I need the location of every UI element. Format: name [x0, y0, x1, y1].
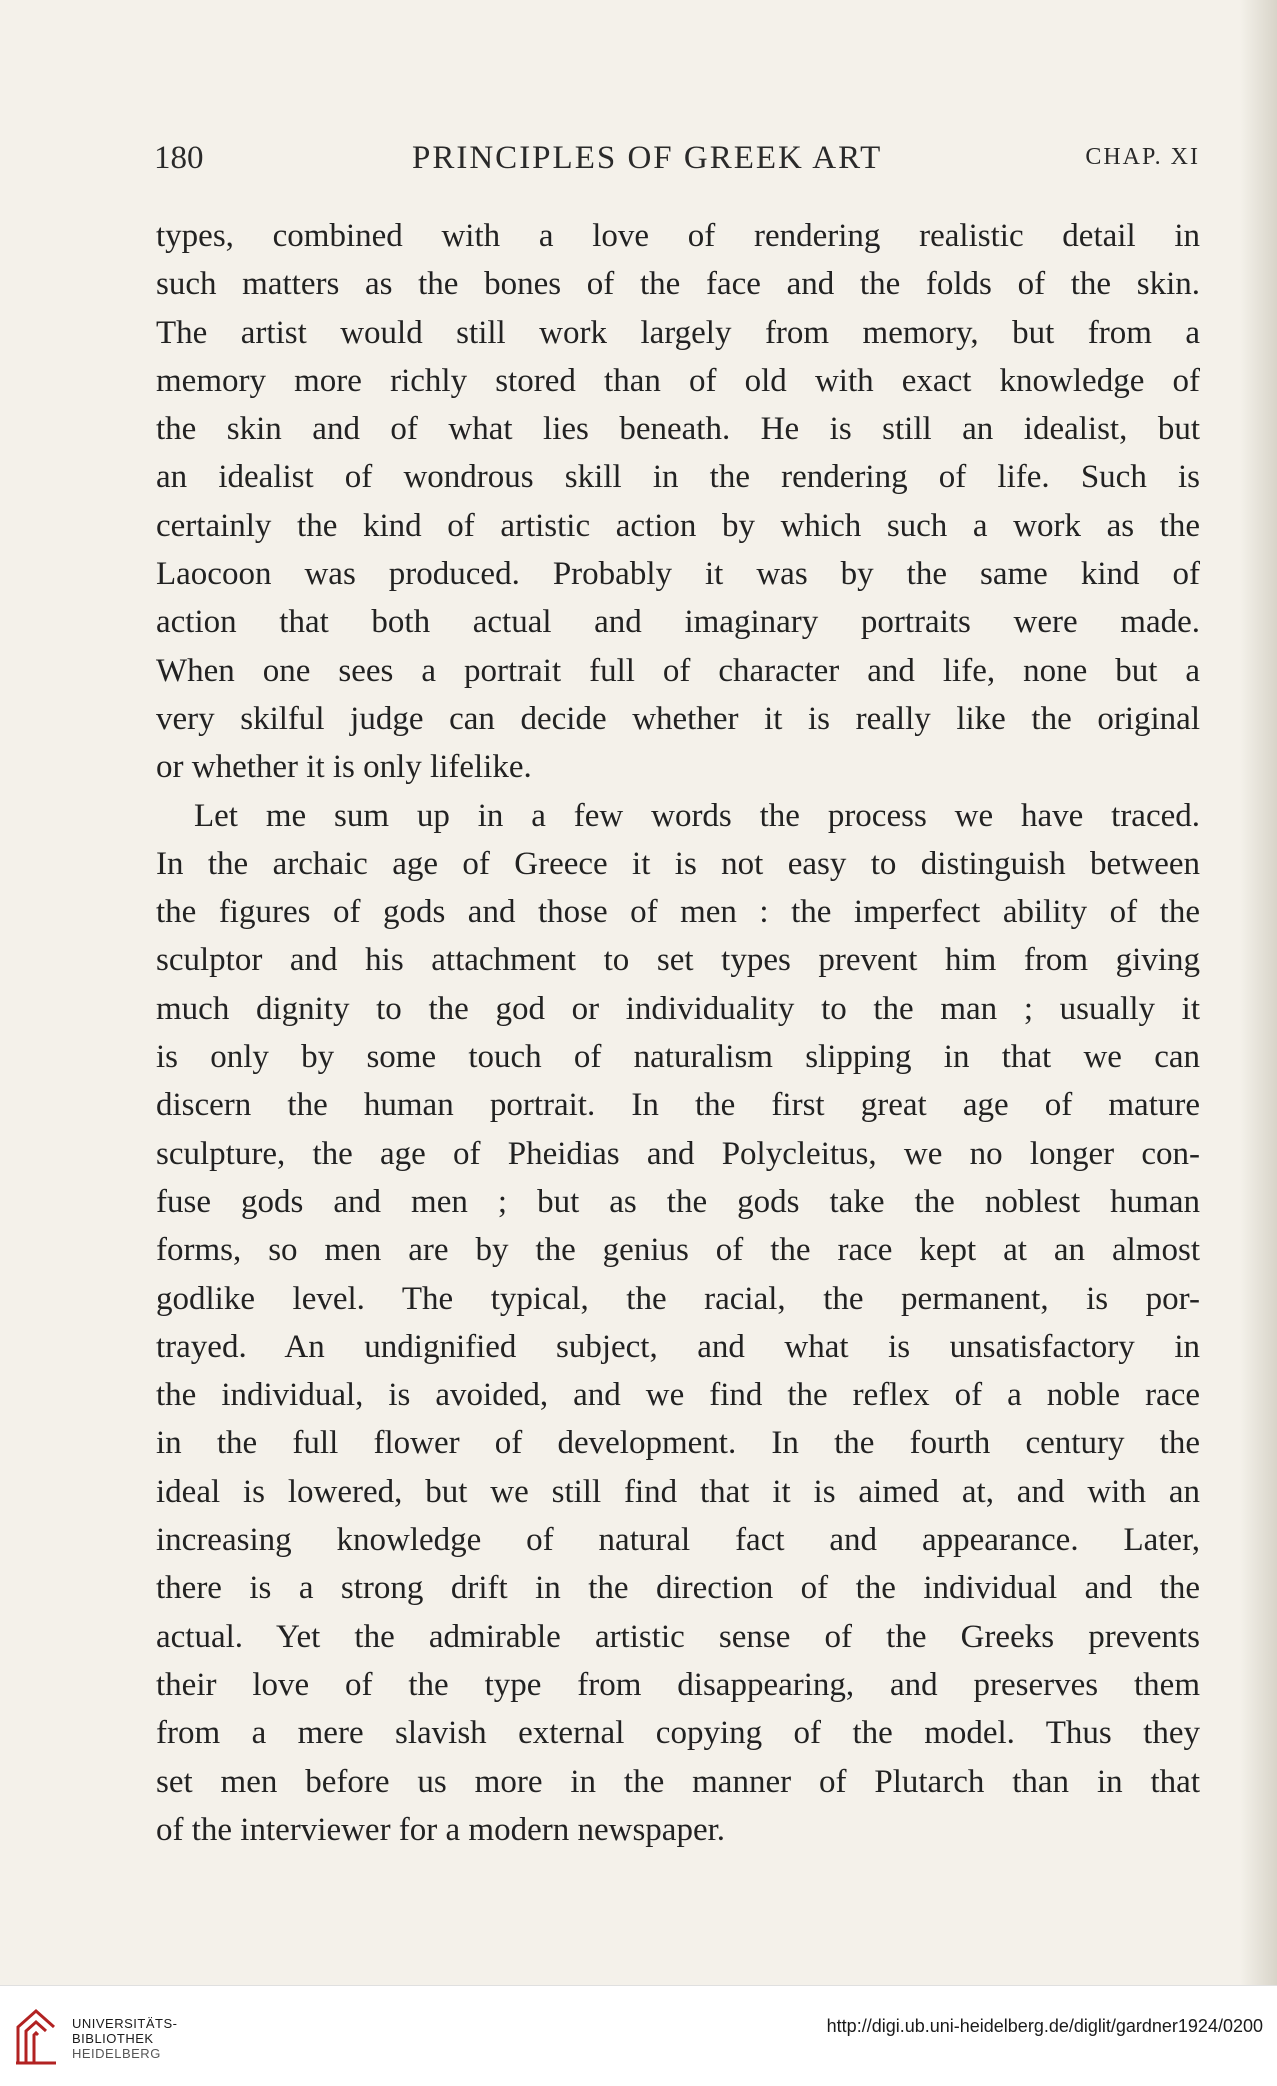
- running-title: PRINCIPLES OF GREEK ART: [412, 140, 883, 176]
- text-line: such matters as the bones of the face and the folds of the skin.: [156, 266, 1200, 303]
- text-line: fuse gods and men ; but as the gods take the noblest human: [156, 1183, 1200, 1220]
- text-line: trayed. An undignified subject, and what is unsatisfactory in: [156, 1328, 1200, 1365]
- text-line: forms, so men are by the genius of the race kept at an almost: [156, 1232, 1200, 1269]
- text-line: in the full flower of development. In the fourth century the: [156, 1425, 1200, 1462]
- text-line: there is a strong drift in the direction of the individual and the: [156, 1570, 1200, 1607]
- text-line: Laocoon was produced. Probably it was by the same kind of: [156, 556, 1200, 593]
- running-head: [148, 134, 1200, 184]
- text-line: action that both actual and imaginary portraits were made.: [156, 604, 1200, 641]
- text-line: very skilful judge can decide whether it is really like the original: [156, 700, 1200, 737]
- text-line: discern the human portrait. In the first great age of mature: [156, 1087, 1200, 1124]
- text-line: increasing knowledge of natural fact and appearance. Later,: [156, 1522, 1200, 1559]
- paragraph-end-line: or whether it is only lifelike.: [156, 749, 532, 786]
- library-name-line: BIBLIOTHEK: [72, 2031, 154, 2046]
- paragraph-end-line: of the interviewer for a modern newspaper.: [156, 1811, 726, 1848]
- text-line: is only by some touch of naturalism slipping in that we can: [156, 1039, 1200, 1076]
- page-number: 180: [154, 140, 204, 176]
- page-edge-shadow: [1240, 0, 1277, 1985]
- paragraph-start-line: Let me sum up in a few words the process we have traced.: [194, 797, 1200, 834]
- text-line: ideal is lowered, but we still find that it is aimed at, and with an: [156, 1473, 1200, 1510]
- text-line: types, combined with a love of rendering realistic detail in: [156, 218, 1200, 254]
- text-line: their love of the type from disappearing, and preserves them: [156, 1666, 1200, 1703]
- text-line: the individual, is avoided, and we find the reflex of a noble race: [156, 1377, 1200, 1414]
- text-line: an idealist of wondrous skill in the rendering of life. Such is: [156, 459, 1200, 496]
- text-line: sculpture, the age of Pheidias and Polycleitus, we no longer con-: [156, 1135, 1200, 1172]
- library-name-line: UNIVERSITÄTS-: [72, 2016, 178, 2031]
- text-line: memory more richly stored than of old with exact knowledge of: [156, 362, 1200, 399]
- text-line: certainly the kind of artistic action by which such a work as the: [156, 507, 1200, 544]
- text-line: set men before us more in the manner of Plutarch than in that: [156, 1763, 1200, 1800]
- library-name-line: HEIDELBERG: [72, 2046, 161, 2061]
- text-line: When one sees a portrait full of character and life, none but a: [156, 652, 1200, 689]
- text-line: from a mere slavish external copying of the model. Thus they: [156, 1715, 1200, 1752]
- library-logo-icon: [14, 2005, 58, 2067]
- permalink-url[interactable]: http://digi.ub.uni-heidelberg.de/diglit/gardner1924/0200: [826, 2016, 1263, 2036]
- text-line: godlike level. The typical, the racial, the permanent, is por-: [156, 1280, 1200, 1317]
- chapter-label: CHAP. XI: [1085, 144, 1200, 170]
- text-line: actual. Yet the admirable artistic sense of the Greeks prevents: [156, 1618, 1200, 1655]
- text-line: In the archaic age of Greece it is not easy to distinguish between: [156, 845, 1200, 882]
- text-line: the skin and of what lies beneath. He is still an idealist, but: [156, 411, 1200, 448]
- text-line: much dignity to the god or individuality to the man ; usually it: [156, 990, 1200, 1027]
- text-line: the figures of gods and those of men : the imperfect ability of the: [156, 894, 1200, 931]
- library-name: [72, 2016, 177, 2061]
- text-line: sculptor and his attachment to set types prevent him from giving: [156, 942, 1200, 979]
- text-line: The artist would still work largely from memory, but from a: [156, 314, 1200, 351]
- body-text: [156, 212, 1200, 1854]
